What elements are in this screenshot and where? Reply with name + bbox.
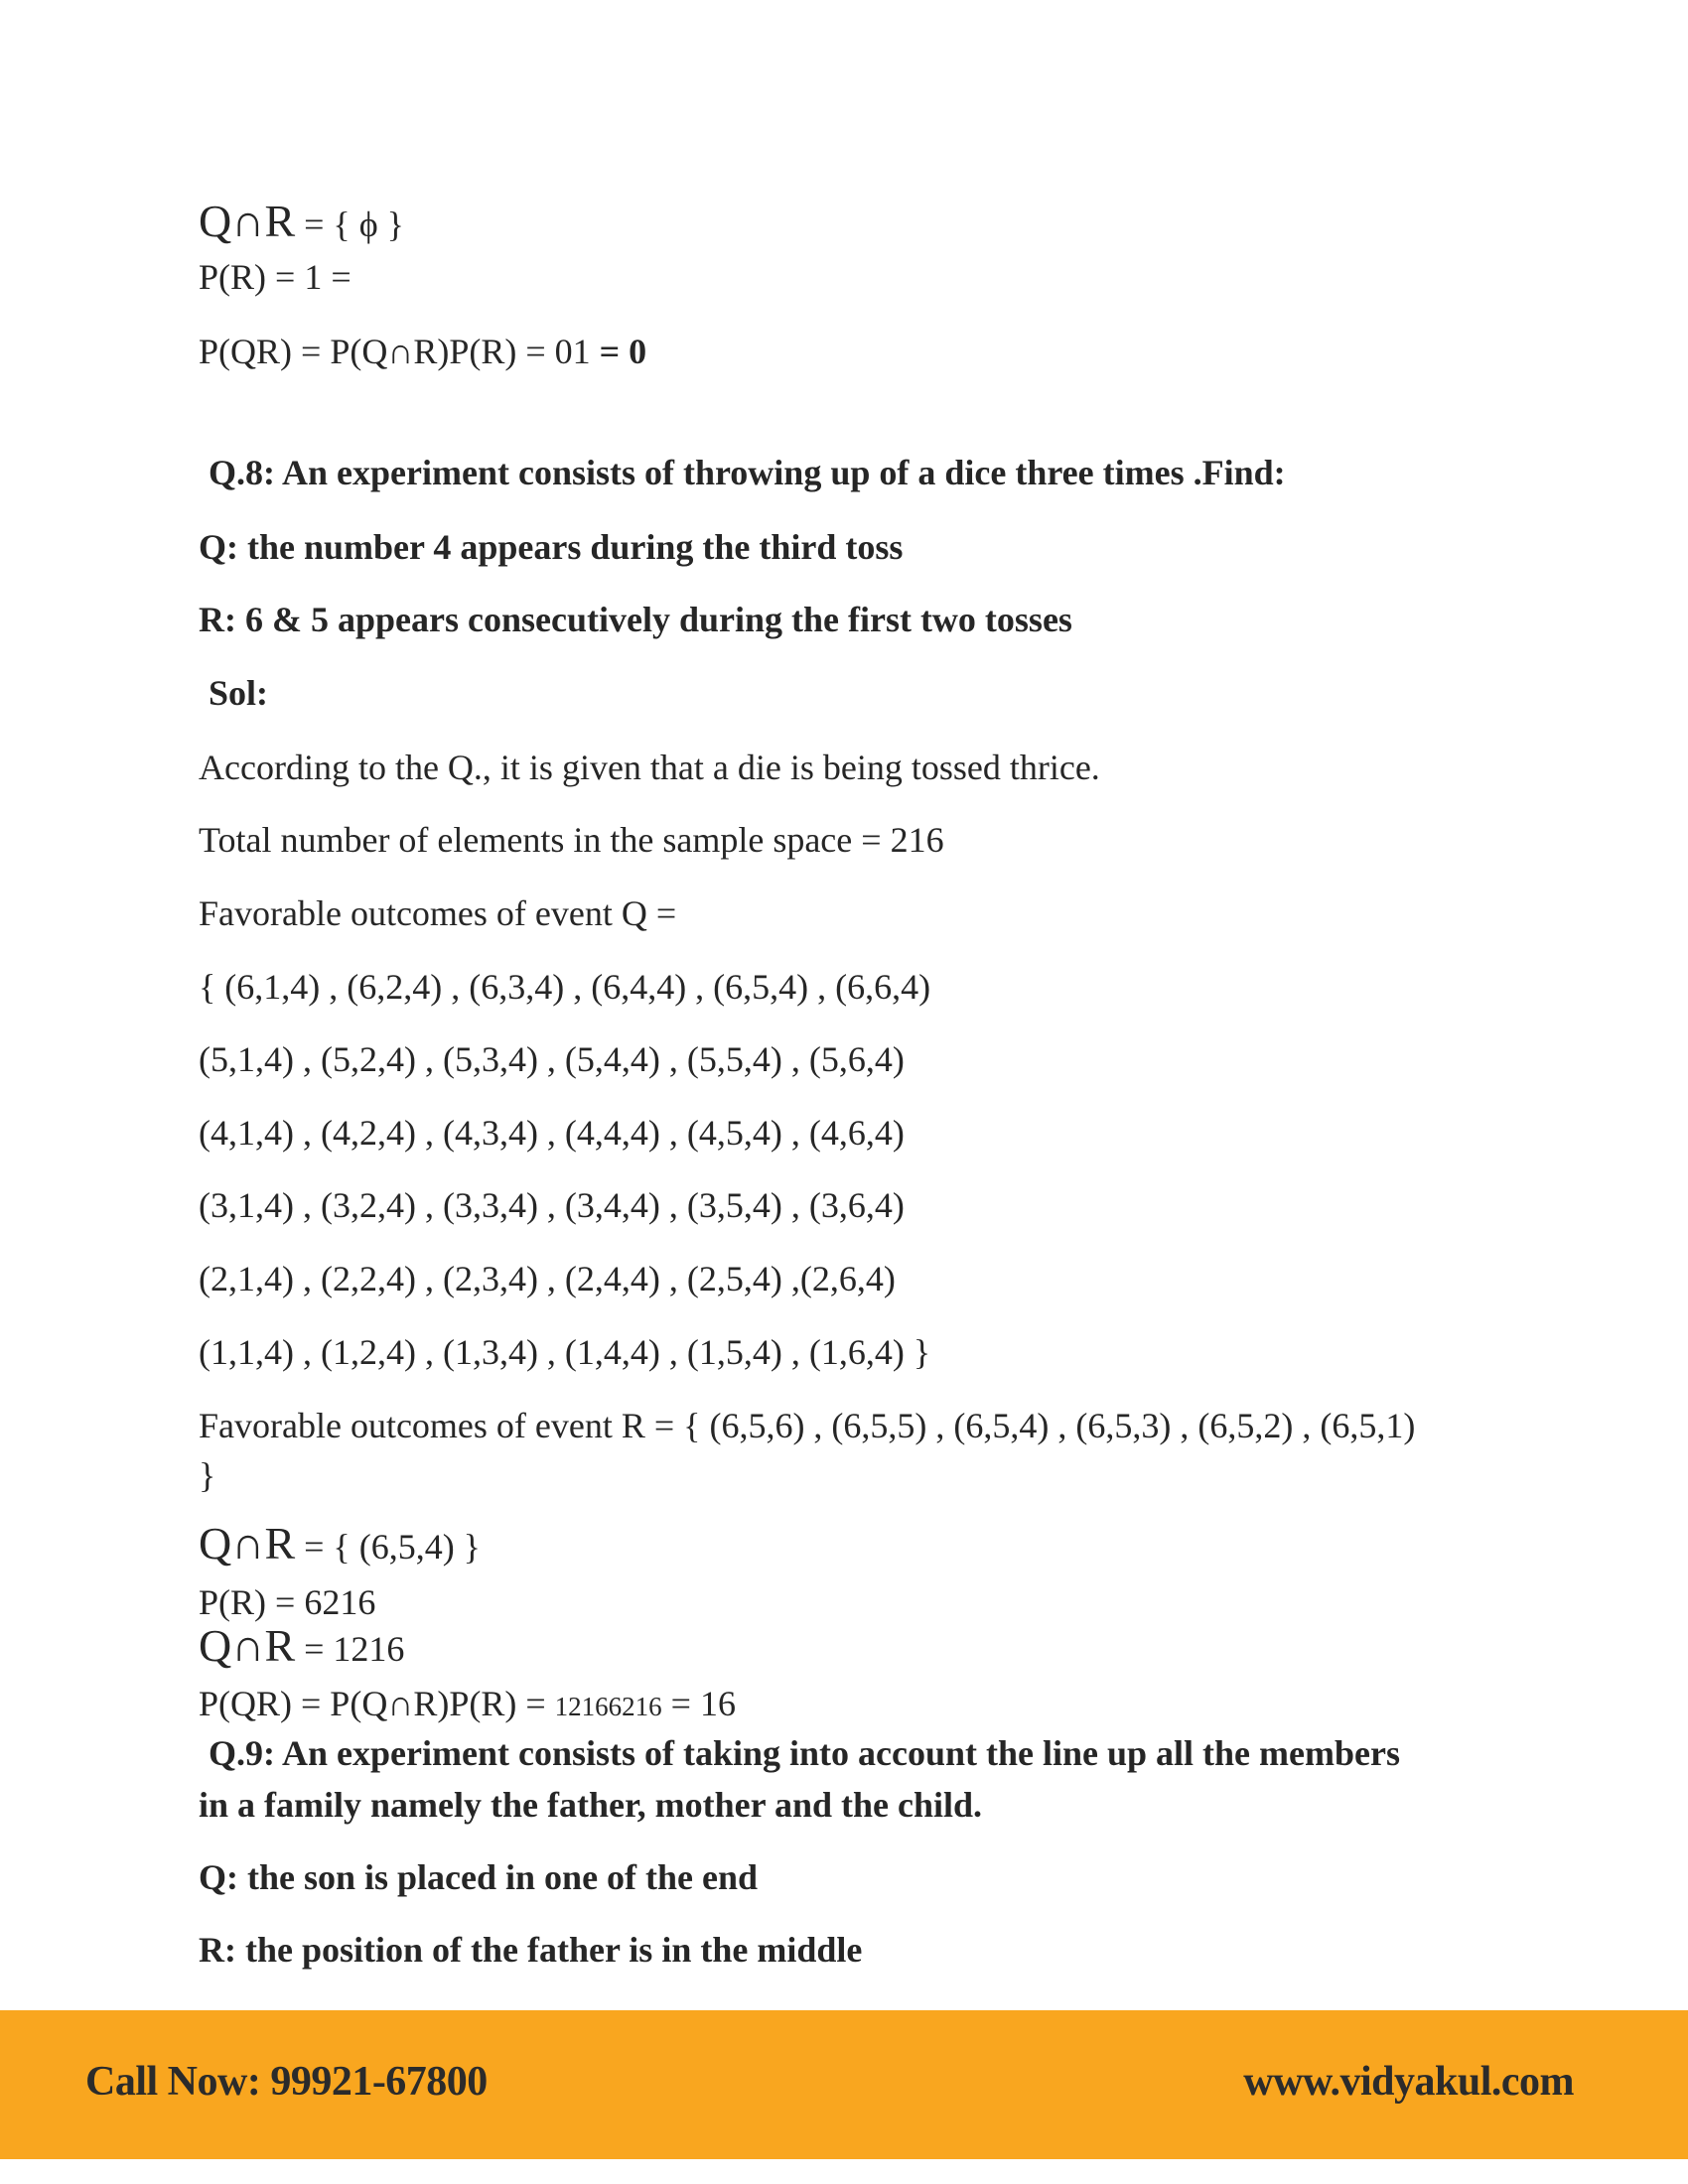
conditional-prob-formula: P(Q∩R)P(R) = 01: [330, 332, 600, 371]
outcome-row: (1,1,4) , (1,2,4) , (1,3,4) , (1,4,4) , (1,5,4) , (1,6,4) }: [199, 1332, 931, 1372]
intersection-count-line: [199, 1621, 404, 1672]
conditional-prob-label: P(QR) =: [199, 332, 331, 371]
conditional-probability-line: [199, 331, 646, 373]
intersection-empty-line: [199, 197, 404, 247]
call-now-text[interactable]: Call Now: 99921-67800: [85, 2059, 488, 2105]
footer-banner: [0, 2010, 1688, 2159]
question-9-event-q: Q: the son is placed in one of the end: [199, 1857, 759, 1897]
question-9-title-line-1: Q.9: An experiment consists of taking into account the line up all the members: [209, 1733, 1400, 1773]
conditional-prob-formula: P(QR) = P(Q∩R)P(R) =: [199, 1684, 555, 1723]
outcome-row: (3,1,4) , (3,2,4) , (3,3,4) , (3,4,4) , (3,5,4) , (3,6,4): [199, 1185, 905, 1225]
solution-intro: According to the Q., it is given that a die is being tossed thrice.: [199, 748, 1100, 787]
outcome-row: (5,1,4) , (5,2,4) , (5,3,4) , (5,4,4) , (5,5,4) , (5,6,4): [199, 1039, 905, 1079]
favorable-q-label: Favorable outcomes of event Q =: [199, 893, 677, 933]
outcome-row: (2,1,4) , (2,2,4) , (2,3,4) , (2,4,4) , (2,5,4) ,(2,6,4): [199, 1259, 896, 1298]
intersection-set-line: [199, 1519, 481, 1570]
outcome-row: { (6,1,4) , (6,2,4) , (6,3,4) , (6,4,4) , (6,5,4) , (6,6,4): [199, 967, 931, 1007]
question-8-event-r: R: 6 & 5 appears consecutively during the first two tosses: [199, 600, 1072, 639]
intersection-value: = 1216: [295, 1629, 405, 1669]
sample-space-total: Total number of elements in the sample space = 216: [199, 820, 944, 860]
conditional-prob-result: = 16: [661, 1684, 736, 1723]
probability-r-value: P(R) = 6216: [199, 1582, 376, 1622]
intersection-symbol: Q∩R: [199, 1620, 296, 1671]
question-8-title: Q.8: An experiment consists of throwing up of a dice three times .Find:: [209, 453, 1286, 492]
question-8-event-q: Q: the number 4 appears during the third toss: [199, 527, 904, 567]
website-link[interactable]: www.vidyakul.com: [1243, 2059, 1574, 2105]
favorable-r-close: }: [199, 1455, 216, 1495]
intersection-value: = { (6,5,4) }: [295, 1527, 481, 1567]
favorable-r-line: Favorable outcomes of event R = { (6,5,6) , (6,5,5) , (6,5,4) , (6,5,3) , (6,5,2) , (6,5,1): [199, 1406, 1416, 1445]
solution-label: Sol:: [209, 673, 269, 713]
probability-r-line: P(R) = 1 =: [199, 257, 352, 297]
conditional-probability-result-line: [199, 1683, 736, 1725]
question-9-title-line-2: in a family namely the father, mother and the child.: [199, 1785, 982, 1825]
intersection-value: = { ϕ }: [295, 205, 404, 244]
intersection-symbol: Q∩R: [199, 196, 296, 246]
conditional-prob-fraction: 12166216: [554, 1692, 662, 1721]
intersection-symbol: Q∩R: [199, 1518, 296, 1569]
question-9-event-r: R: the position of the father is in the middle: [199, 1930, 863, 1970]
conditional-prob-result: = 0: [599, 332, 647, 371]
outcome-row: (4,1,4) , (4,2,4) , (4,3,4) , (4,4,4) , (4,5,4) , (4,6,4): [199, 1113, 905, 1153]
